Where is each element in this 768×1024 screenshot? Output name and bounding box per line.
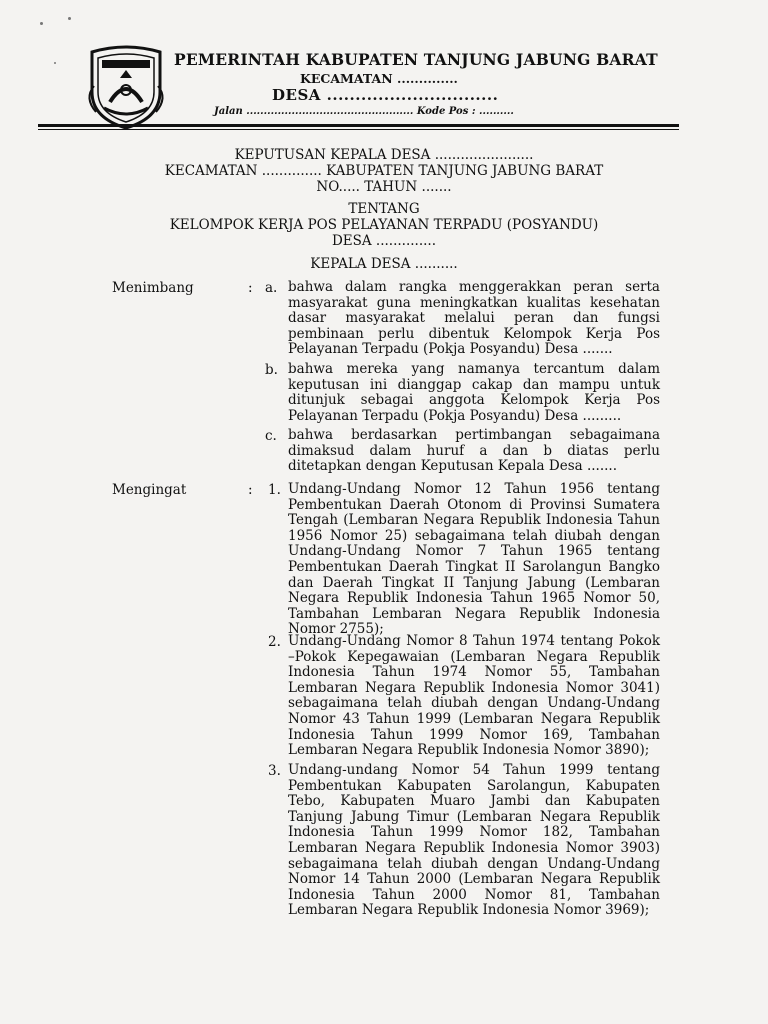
letterhead <box>0 0 768 130</box>
clause-text: bahwa mereka yang namanya tercantum dalam keputusan ini dianggap cakap dan mampu untuk ditunjuk sebagai anggota Kelompok Kerja Pos Pelayanan Terpadu (Pokja Posyandu) Desa ......... <box>288 361 660 424</box>
decree-district: KECAMATAN .............. KABUPATEN TANJUNG JABUNG BARAT <box>164 163 604 179</box>
decree-issuer: KEPALA DESA .......... <box>310 256 458 272</box>
clause-marker: b. <box>265 362 278 378</box>
regency-title: PEMERINTAH KABUPATEN TANJUNG JABUNG BARAT <box>174 50 658 69</box>
clause-marker: a. <box>265 280 278 296</box>
decree-about: TENTANG <box>348 201 420 217</box>
clause-marker: 3. <box>268 763 281 779</box>
clause-text: Undang-undang Nomor 54 Tahun 1999 tentang Pembentukan Kabupaten Sarolangun, Kabupaten Tebo, Kabupaten Muaro Jambi dan Kabupaten Tanjung Jabung Timur (Lembaran Negara Republik Indonesia Tahun 1999 Nomor 182, Tambahan Lembaran Negara Republik Indonesia Nomor 3903) sebagaimana telah diubah dengan Undang-Undang Nomor 14 Tahun 2000 (Lembaran Negara Republik Indonesia Tahun 2000 Nomor 81, Tambahan Lembaran Negara Republik Indonesia Nomor 3969); <box>288 762 660 919</box>
decree-title: KEPUTUSAN KEPALA DESA ....................... <box>234 147 534 163</box>
recalling-colon: : <box>248 482 253 498</box>
letterhead-rule-thin <box>38 129 679 130</box>
recalling-label: Mengingat <box>112 482 187 498</box>
village-line: DESA .............................. <box>272 86 499 104</box>
clause-marker: 1. <box>268 482 281 498</box>
district-line: KECAMATAN .............. <box>300 71 458 86</box>
clause-text: Undang-Undang Nomor 8 Tahun 1974 tentang Pokok –Pokok Kepegawaian (Lembaran Negara Republik Indonesia Tahun 1974 Nomor 55, Tambahan Lembaran Negara Republik Indonesia Nomor 3041) sebagaimana telah diubah dengan Undang-Undang Nomor 43 Tahun 1999 (Lembaran Negara Republik Indonesia Tahun 1999 Nomor 169, Tambahan Lembaran Negara Republik Indonesia Nomor 3890); <box>288 633 660 759</box>
clause-text: bahwa berdasarkan pertimbangan sebagaimana dimaksud dalam huruf a dan b diatas perlu ditetapkan dengan Keputusan Kepala Desa ....... <box>288 427 660 475</box>
letterhead-rule <box>38 124 679 127</box>
regency-emblem <box>80 42 172 130</box>
clause-text: Undang-Undang Nomor 12 Tahun 1956 tentang Pembentukan Daerah Otonom di Provinsi Sumatera Tengah (Lembaran Negara Republik Indonesia Tahun 1956 Nomor 25) sebagaimana telah diubah dengan Undang-Undang Nomor 7 Tahun 1965 tentang Pembentukan Daerah Tingkat II Sarolangun Bangko dan Daerah Tingkat II Tanjung Jabung (Lembaran Negara Republik Indonesia Tahun 1965 Nomor 50, Tambahan Lembaran Negara Republik Indonesia Nomor 2755); <box>288 481 660 638</box>
decree-number: NO..... TAHUN ....... <box>316 179 452 195</box>
address-line: Jalan ................................................ Kode Pos : .......... <box>214 106 514 117</box>
decree-village: DESA .............. <box>331 233 437 249</box>
clause-marker: c. <box>265 428 277 444</box>
considering-colon: : <box>248 280 253 296</box>
clause-text: bahwa dalam rangka menggerakkan peran serta masyarakat guna meningkatkan kualitas kesehatan dasar masyarakat melalui peran dan fungsi pembinaan perlu dibentuk Kelompok Kerja Pos Pelayanan Terpadu (Pokja Posyandu) Desa ....... <box>288 279 660 358</box>
considering-label: Menimbang <box>112 280 194 296</box>
clause-marker: 2. <box>268 634 281 650</box>
decree-subject: KELOMPOK KERJA POS PELAYANAN TERPADU (POSYANDU) <box>169 217 599 233</box>
